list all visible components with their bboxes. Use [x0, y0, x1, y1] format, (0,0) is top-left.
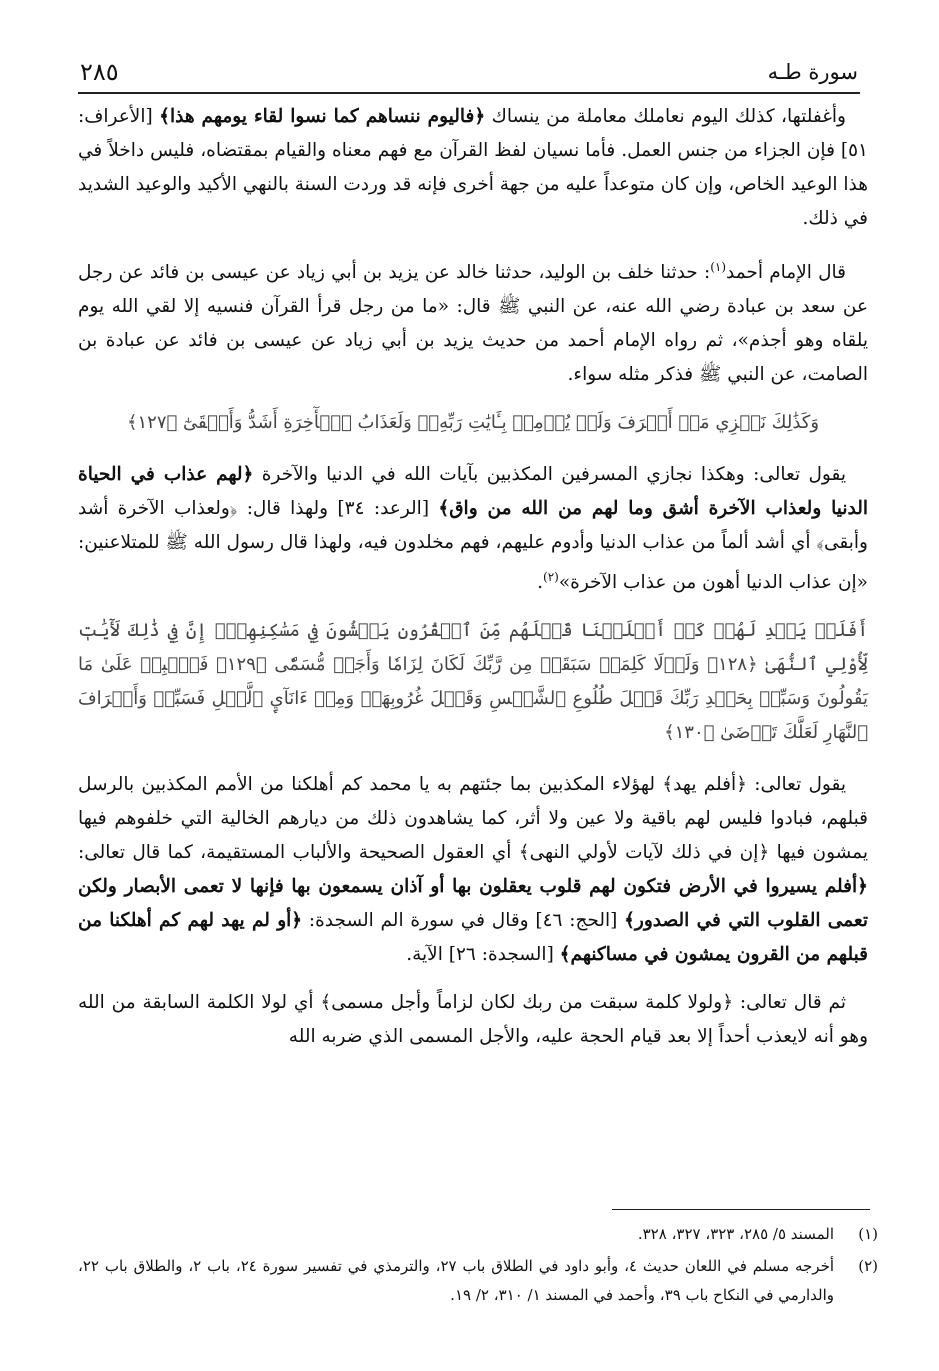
paragraph-2 [78, 250, 868, 392]
page-number: ٢٨٥ [80, 58, 119, 86]
text-run: : حدثنا خلف بن الوليد، حدثنا خالد عن يزيد بن أبي زياد عن عيسى بن فائد عن رجل عن سعد بن عبادة رضي الله عنه، عن النبي ﷺ قال: «ما من رجل قرأ القرآن فنسيه إلا لقي الله يوم يلقاه وهو أجذم»، ثم رواه الإمام أحمد من حديث يزيد بن أبي زياد عن عيسى بن فائد عن عبادة بن الصامت، عن النبي ﷺ فذكر مثله سواء. [78, 262, 868, 386]
footnote-2 [78, 1252, 878, 1310]
text-run: يقول تعالى: ﴿أفلم يهد﴾ لهؤلاء المكذبين بما جئتهم به يا محمد كم أهلكنا من الأمم المكذبين بالرسل قبلهم، فبادوا فليس لهم باقية ولا عين ولا أثر، كما يشاهدون ذلك من ديارهم الخالية التي خلفوهم فيها يمشون فيها ﴿إن في ذلك لآيات لأولي النهى﴾ أي العقول الصحيحة والألباب المستقيمة، كما قال تعالى: [78, 774, 868, 864]
ayah-128-130: أَفَلَمۡ يَهۡدِ لَهُمۡ كَمۡ أَهۡلَكۡنَا قَبۡلَهُم مِّنَ ٱلۡقُرُونِ يَمۡشُونَ فِي مَسَٰكِنِهِمۡۚ إِنَّ فِي ذَٰلِكَ لَأٓيَٰتٖ لِّأُوْلِي ٱلنُّهَىٰ ﴿١٢٨﴾ وَلَوۡلَا كَلِمَةٞ سَبَقَتۡ مِن رَّبِّكَ لَكَانَ لِزَامٗا وَأَجَلٞ مُّسَمّٗى ﴿١٢٩﴾ فَٱصۡبِرۡ عَلَىٰ مَا يَقُولُونَ وَسَبِّحۡ بِحَمۡدِ رَبِّكَ قَبۡلَ طُلُوعِ ٱلشَّمۡسِ وَقَبۡلَ غُرُوبِهَاۖ وَمِنۡ ءَانَآيِٕ ٱلَّيۡلِ فَسَبِّحۡ وَأَطۡرَافَ ٱلنَّهَارِ لَعَلَّكَ تَرۡضَىٰ ﴿١٣٠﴾ [78, 620, 868, 744]
paragraph-4 [78, 768, 868, 972]
text-run: يقول تعالى: وهكذا نجازي المسرفين المكذبين بآيات الله في الدنيا والآخرة [253, 464, 846, 486]
footnote-text: المسند ٥/ ٢٨٥، ٣٢٣، ٣٢٧، ٣٢٨. [637, 1225, 834, 1243]
footnote-divider [612, 1209, 870, 1210]
paragraph-1 [78, 100, 868, 236]
quran-quote: ﴿لهم عذاب في الحياة الدنيا ولعذاب الآخرة أشق وما لهم من الله من واق﴾ [78, 464, 868, 520]
quran-quote: ﴿فاليوم ننساهم كما نسوا لقاء يومهم هذا﴾ [159, 106, 486, 127]
quran-quote: ﴿أو لم يهد لهم كم أهلكنا من قبلهم من القرون يمشون في مساكنهم﴾ [78, 910, 868, 966]
footnote-number: (١) [858, 1225, 878, 1243]
page-header [78, 58, 860, 94]
footnote-number: (٢) [858, 1257, 878, 1275]
footnote-text: أخرجه مسلم في اللعان حديث ٤، وأبو داود في الطلاق باب ٢٧، والترمذي في تفسير سورة ٢٤، باب ٢، والطلاق باب ٢٢، والدارمي في النكاح باب ٣٩، وأحمد في المسند ١/ ٣١٠، ٢/ ١٩. [78, 1257, 835, 1304]
text-run: . [537, 572, 543, 594]
footnote-ref-1: (١) [710, 260, 727, 274]
text-run: [السجدة: ٢٦] الآية. [406, 944, 560, 966]
footnote-1 [78, 1220, 878, 1249]
text-run: [الأعراف: ٥١] فإن الجزاء من جنس العمل. فأما نسيان لفظ القرآن مع فهم معناه والقيام بمقتضاه، فليس داخلاً في هذا الوعيد الخاص، وإن كان متوعداً عليه من جهة أخرى فإنه قد وردت السنة بالنهي الأكيد والوعيد الشديد في ذلك. [78, 106, 868, 229]
quran-quote: ﴿أفلم يسيروا في الأرض فتكون لهم قلوب يعقلون بها أو آذان يسمعون بها فإنها لا تعمى الأبصار ولكن تعمى القلوب التي في الصدور﴾ [78, 876, 869, 932]
text-run: [الحج: ٤٦] وقال في سورة الم السجدة: [302, 910, 625, 932]
ayah-127: وَكَذَٰلِكَ نَجۡزِي مَنۡ أَسۡرَفَ وَلَمۡ يُؤۡمِنۢ بِـَٔايَٰتِ رَبِّهِۦۚ وَلَعَذَابُ ٱلۡأٓخِرَةِ أَشَدُّ وَأَبۡقَىٰٓ ﴿١٢٧﴾ [126, 412, 820, 434]
paragraph-3 [78, 458, 868, 600]
footnote-ref-2: (٢) [543, 570, 559, 585]
footnotes [78, 1220, 878, 1313]
main-text [78, 100, 868, 1068]
surah-title: سورة طـه [767, 60, 858, 84]
paragraph-5: ثم قال تعالى: ﴿ولولا كلمة سبقت من ربك لكان لزاماً وأجل مسمى﴾ أي لولا الكلمة السابقة من الله وهو أنه لايعذب أحداً إلا بعد قيام الحجة عليه، والأجل المسمى الذي ضربه الله [78, 992, 868, 1048]
text-run: قال الإمام أحمد [726, 262, 847, 284]
text-run: [الرعد: ٣٤] ولهذا قال: ﴿ولعذاب الآخرة أشد وأبقى﴾ أي أشد ألماً من عذاب الدنيا وأدوم عليهم، فهم مخلدون فيه، ولهذا قال رسول الله ﷺ للمتلاعنين: «إن عذاب الدنيا أهون من عذاب الآخرة» [78, 498, 868, 594]
text-run: وأغفلتها، كذلك اليوم نعاملك معاملة من ينساك [485, 106, 846, 127]
